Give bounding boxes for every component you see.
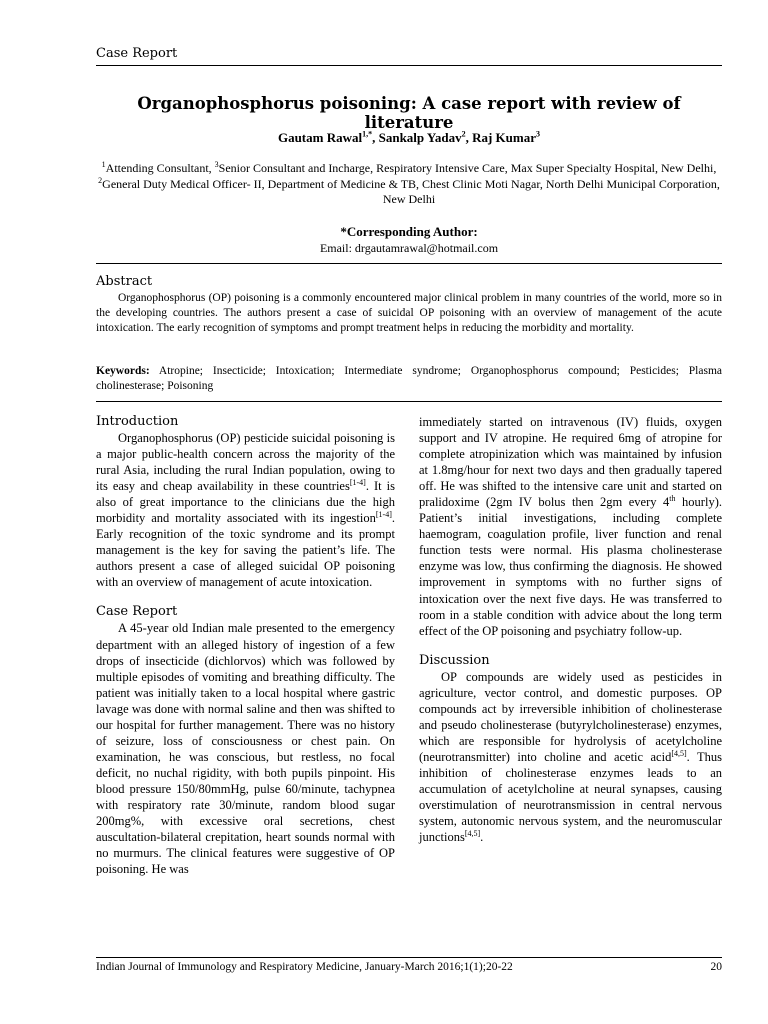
case-report-paragraph: A 45-year old Indian male presented to the emergency department with an alleged history of ingestion of a few drops of insecticide (dichlorvos) which was followed by multiple episodes of vomiting and breathing difficulty. The patient was initially taken to a local hospital where gastric lavage was done with normal saline and then was shifted to our hospital for further management. There was no history of seizure, loss of consciousness or chest pain. On examination, he was conscious, but restless, no focal deficit, no nuchal rigidity, with both pupils pinpoint. His blood pressure 150/80mmHg, pulse 60/minute, tachypnea with respiratory rate 30/minute, random blood sugar 200mg%, with excessive oral secretions, chest auscultation-bilateral crepitation, heart sounds normal with no murmurs. The clinical features were suggestive of OP poisoning. He was bbox=[96, 621, 395, 877]
author-superscript: 2 bbox=[461, 129, 466, 139]
affiliation-marker: 2 bbox=[98, 175, 103, 185]
left-column bbox=[96, 414, 395, 877]
journal-citation: Indian Journal of Immunology and Respiratory Medicine, January-March 2016;1(1);20-22 bbox=[96, 961, 513, 973]
article-title: Organophosphorus poisoning: A case report with review of literature bbox=[137, 94, 681, 132]
introduction-paragraph bbox=[96, 430, 395, 590]
author-superscript: 3 bbox=[536, 129, 541, 139]
text-run: Organophosphorus (OP) pesticide suicidal poisoning is a major public-health concern across the majority of the rural Asia, including the rural Indian population, owing to its easy and cheap availability in these countries bbox=[96, 431, 395, 494]
affiliation-text: Attending Consultant, bbox=[105, 161, 215, 175]
citation-ref: [1-4] bbox=[349, 477, 366, 487]
text-run: immediately started on intravenous (IV) fluids, oxygen support and IV atropine. He required 6mg of atropine for complete atropinization which was maintained by infusion at 1.8mg/hour for next two days and then gradually tapered off. He was shifted to the intensive care unit and started on pralidoxime (2gm IV bolus then 2gm every 4 bbox=[419, 415, 722, 510]
discussion-paragraph bbox=[419, 669, 722, 846]
divider bbox=[96, 263, 722, 264]
keywords-text: Atropine; Insecticide; Intoxication; Intermediate syndrome; Organophosphorus compound; Pesticides; Plasma cholinesterase; Poisoning bbox=[96, 365, 722, 393]
discussion-heading: Discussion bbox=[419, 652, 490, 668]
affiliations bbox=[96, 161, 722, 208]
abstract-text: Organophosphorus (OP) poisoning is a commonly encountered major clinical problem in many countries of the world, more so in the developing countries. The authors present a case of suicidal OP poisoning with an overview of management of the acute intoxication. The early recognition of symptoms and prompt treatment helps in reducing the morbidity and mortality. bbox=[96, 292, 722, 335]
affiliation-marker: 3 bbox=[214, 160, 219, 169]
author-name: Raj Kumar bbox=[472, 130, 537, 145]
keywords bbox=[96, 364, 722, 394]
affiliation-text: Senior Consultant and Incharge, Respiratory Intensive Care, Max Super Specialty Hospital, New Delhi, bbox=[218, 161, 717, 175]
author-name: Sankalp Yadav bbox=[378, 130, 462, 145]
abstract-heading: Abstract bbox=[96, 274, 153, 289]
text-run: OP compounds are widely used as pesticides in agriculture, vector control, and domestic purposes. OP compounds act by irreversible inhibition of cholinesterase and pseudo cholinesterase (butyrylcholinesterase) enzymes, which are responsible for hydrolysis of acetylcholine (neurotransmitter) into choline and acetic acid bbox=[419, 669, 722, 764]
case-report-continuation bbox=[419, 414, 722, 639]
affiliation-marker: 1 bbox=[101, 160, 106, 169]
footer-divider bbox=[96, 957, 722, 958]
header-divider bbox=[96, 65, 722, 66]
superscript: th bbox=[669, 494, 676, 504]
citation-ref: [1-4] bbox=[375, 510, 392, 520]
text-run: . Early recognition of the toxic syndrome and its prompt management is the key for saving the patient’s life. The authors present a case of alleged suicidal OP poisoning with an overview of management of acute intoxication. bbox=[96, 511, 395, 590]
spacer bbox=[96, 590, 395, 604]
author-superscript: 1,* bbox=[362, 129, 373, 139]
introduction-heading: Introduction bbox=[96, 414, 179, 429]
citation-ref: [4,5] bbox=[671, 748, 687, 758]
text-run: . Thus inhibition of cholinesterase enzymes leads to an accumulation of acetylcholine at neural synapses, causing overstimulation of neurotransmission in central nervous system, autonomic nervous system, and the neuromuscular junctions bbox=[419, 749, 722, 845]
section-label: Case Report bbox=[96, 46, 178, 61]
author-list: Gautam Rawal$^{1,*}$, Sankalp Yadav$^2$, Raj Kumar$^3$ bbox=[277, 129, 541, 145]
right-column bbox=[419, 414, 722, 845]
citation-ref: [4,5] bbox=[464, 828, 481, 838]
corresponding-author-title: *Corresponding Author: bbox=[340, 224, 478, 239]
text-run: . It is also of great importance to the clinicians due the high morbidity and mortality associated with its ingestion bbox=[96, 479, 395, 526]
case-report-heading: Case Report bbox=[96, 604, 178, 620]
affiliation-text: General Duty Medical Officer- II, Department of Medicine & TB, Chest Clinic Moti Nagar, North Delhi Municipal Corporation, New Delhi bbox=[102, 176, 720, 206]
corresponding-author-email: Email: drgautamrawal@hotmail.com bbox=[319, 241, 499, 255]
text-run: hourly). Patient’s initial investigations, including complete haemogram, coagulation profile, liver function and renal function tests were normal. His plasma cholinesterase enzyme was low, thus confirming the diagnosis. He showed improvement in symptoms with no further signs of intoxication over the next five days. He was transferred to room in a stable condition with advice about the long term effect of the OP poisoning and psychiatry follow-up. bbox=[419, 495, 722, 638]
text-run: . bbox=[480, 830, 484, 845]
divider bbox=[96, 401, 722, 402]
spacer bbox=[419, 639, 722, 653]
author-name: Gautam Rawal bbox=[277, 130, 363, 145]
keywords-label: Keywords: bbox=[96, 365, 150, 377]
page-number: 20 bbox=[710, 961, 722, 973]
